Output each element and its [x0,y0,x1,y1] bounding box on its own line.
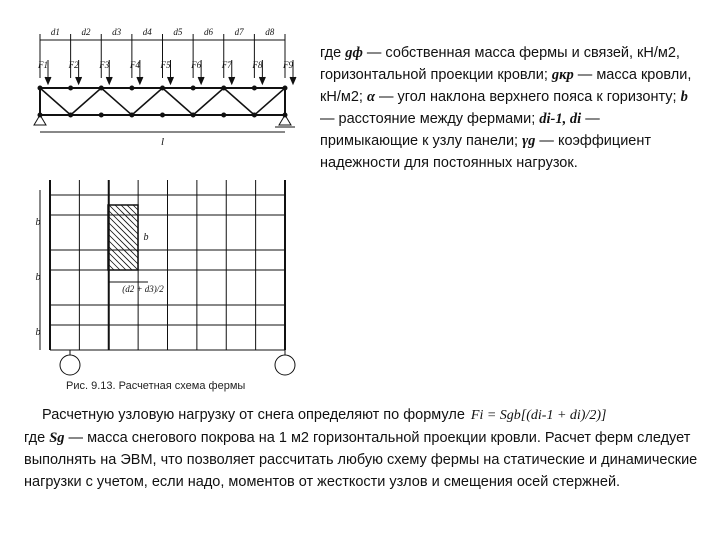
force-label-2: F2 [68,60,79,70]
top-node [191,86,195,90]
var-sg: Sg [49,430,65,446]
panel-label-5: d5 [173,27,183,37]
panel-label-6: d6 [203,27,213,37]
force-arrowhead [290,77,296,84]
var-d: di-1, di [539,111,582,127]
span-label: l [160,136,165,148]
force-arrowhead [198,77,204,84]
hatch-line [109,205,138,234]
bottom-p2b: — масса снегового покрова на 1 м2 горизонтальной проекции кровли. Расчет ферм следует выполнять на ЭВМ, что позволяет рассчитать любую схему фермы на статические и динамические нагрузки с учетом, если надо, моментов от жесткости узлов и смещения осей стержней. [24,430,698,490]
panel-label-8: d8 [265,27,275,37]
var-alpha: α [366,89,375,105]
diagonal [71,88,102,115]
hatch-line [115,205,138,228]
force-label-4: F4 [129,60,140,70]
force-arrowhead [106,77,112,84]
hatch-line [108,216,138,246]
top-node [130,86,134,90]
rt-4: — угол наклона верхнего пояса к горизонту; [374,89,681,105]
force-label-6: F6 [191,60,202,70]
hatch-line [108,222,138,252]
panel-label-4: d4 [142,27,152,37]
hatch-line [108,240,138,270]
tributary-dim-label: (d2 + d3)/2 [122,284,164,294]
rt-2: — собственная масса фермы и связей, кН/м2, горизонтальной проекции кровли; [320,45,680,83]
truss-diagram [30,20,320,380]
bottom-node [99,113,103,117]
force-label-9: F9 [283,60,293,70]
tributary-b-label: b [143,232,149,243]
top-node [38,86,42,90]
force-arrowhead [45,77,51,84]
top-node [69,86,73,90]
top-node [161,86,165,90]
left-b-label-3: b [35,327,41,338]
right-text-block [320,42,700,174]
force-label-7: F7 [221,60,232,70]
top-node [283,86,287,90]
force-arrowhead [229,77,235,84]
force-label-8: F8 [252,60,263,70]
diagonal [163,88,194,115]
left-b-label-1: b [35,217,41,228]
rt-5: — расстояние между фермами; [320,111,540,127]
column-marker-left [60,355,80,375]
diagonal [101,88,132,115]
diagonal [132,88,163,115]
rt-6: — примыкающие к узлу панели; [320,111,600,149]
top-node [252,86,256,90]
force-label-5: F5 [160,60,171,70]
panel-label-7: d7 [234,27,244,37]
diagonal [193,88,224,115]
rt-3: — масса кровли, кН/м2; [320,67,692,105]
force-arrowhead [259,77,265,84]
left-b-label-2: b [35,272,41,283]
force-arrowhead [137,77,143,84]
bottom-node [69,113,73,117]
hatch-line [108,258,120,270]
hatch-line [108,234,138,264]
diagonal [224,88,255,115]
var-g-f: gф [345,45,363,61]
bottom-node [252,113,256,117]
panel-label-3: d3 [112,27,122,37]
bottom-node [191,113,195,117]
bottom-p2a: где [24,430,50,446]
diagonal [254,88,285,115]
column-marker-right [275,355,295,375]
var-g-kr: gкр [551,67,574,83]
panel-label-2: d2 [81,27,91,37]
snow-load-formula: Fi = Sgb[(di-1 + di)/2)] [470,408,607,423]
figure-caption: Рис. 9.13. Расчетная схема фермы [66,380,246,392]
force-arrowhead [76,77,82,84]
top-node [222,86,226,90]
rt-7: — коэффициент надежности для постоянных нагрузок. [320,133,652,171]
hatch-line [127,205,138,216]
bottom-node [130,113,134,117]
var-gamma: γg [522,133,536,149]
bottom-node [161,113,165,117]
force-label-1: F1 [38,60,48,70]
bottom-paragraph [24,404,704,493]
panel-label-1: d1 [50,27,60,37]
diagonal [40,88,71,115]
hatch-line [108,228,138,258]
top-node [99,86,103,90]
rt-1: где [320,45,346,61]
force-arrowhead [168,77,174,84]
bottom-node [222,113,226,117]
var-b: b [680,89,688,105]
force-label-3: F3 [99,60,110,70]
bottom-p1: Расчетную узловую нагрузку от снега определяют по формуле [42,407,465,423]
